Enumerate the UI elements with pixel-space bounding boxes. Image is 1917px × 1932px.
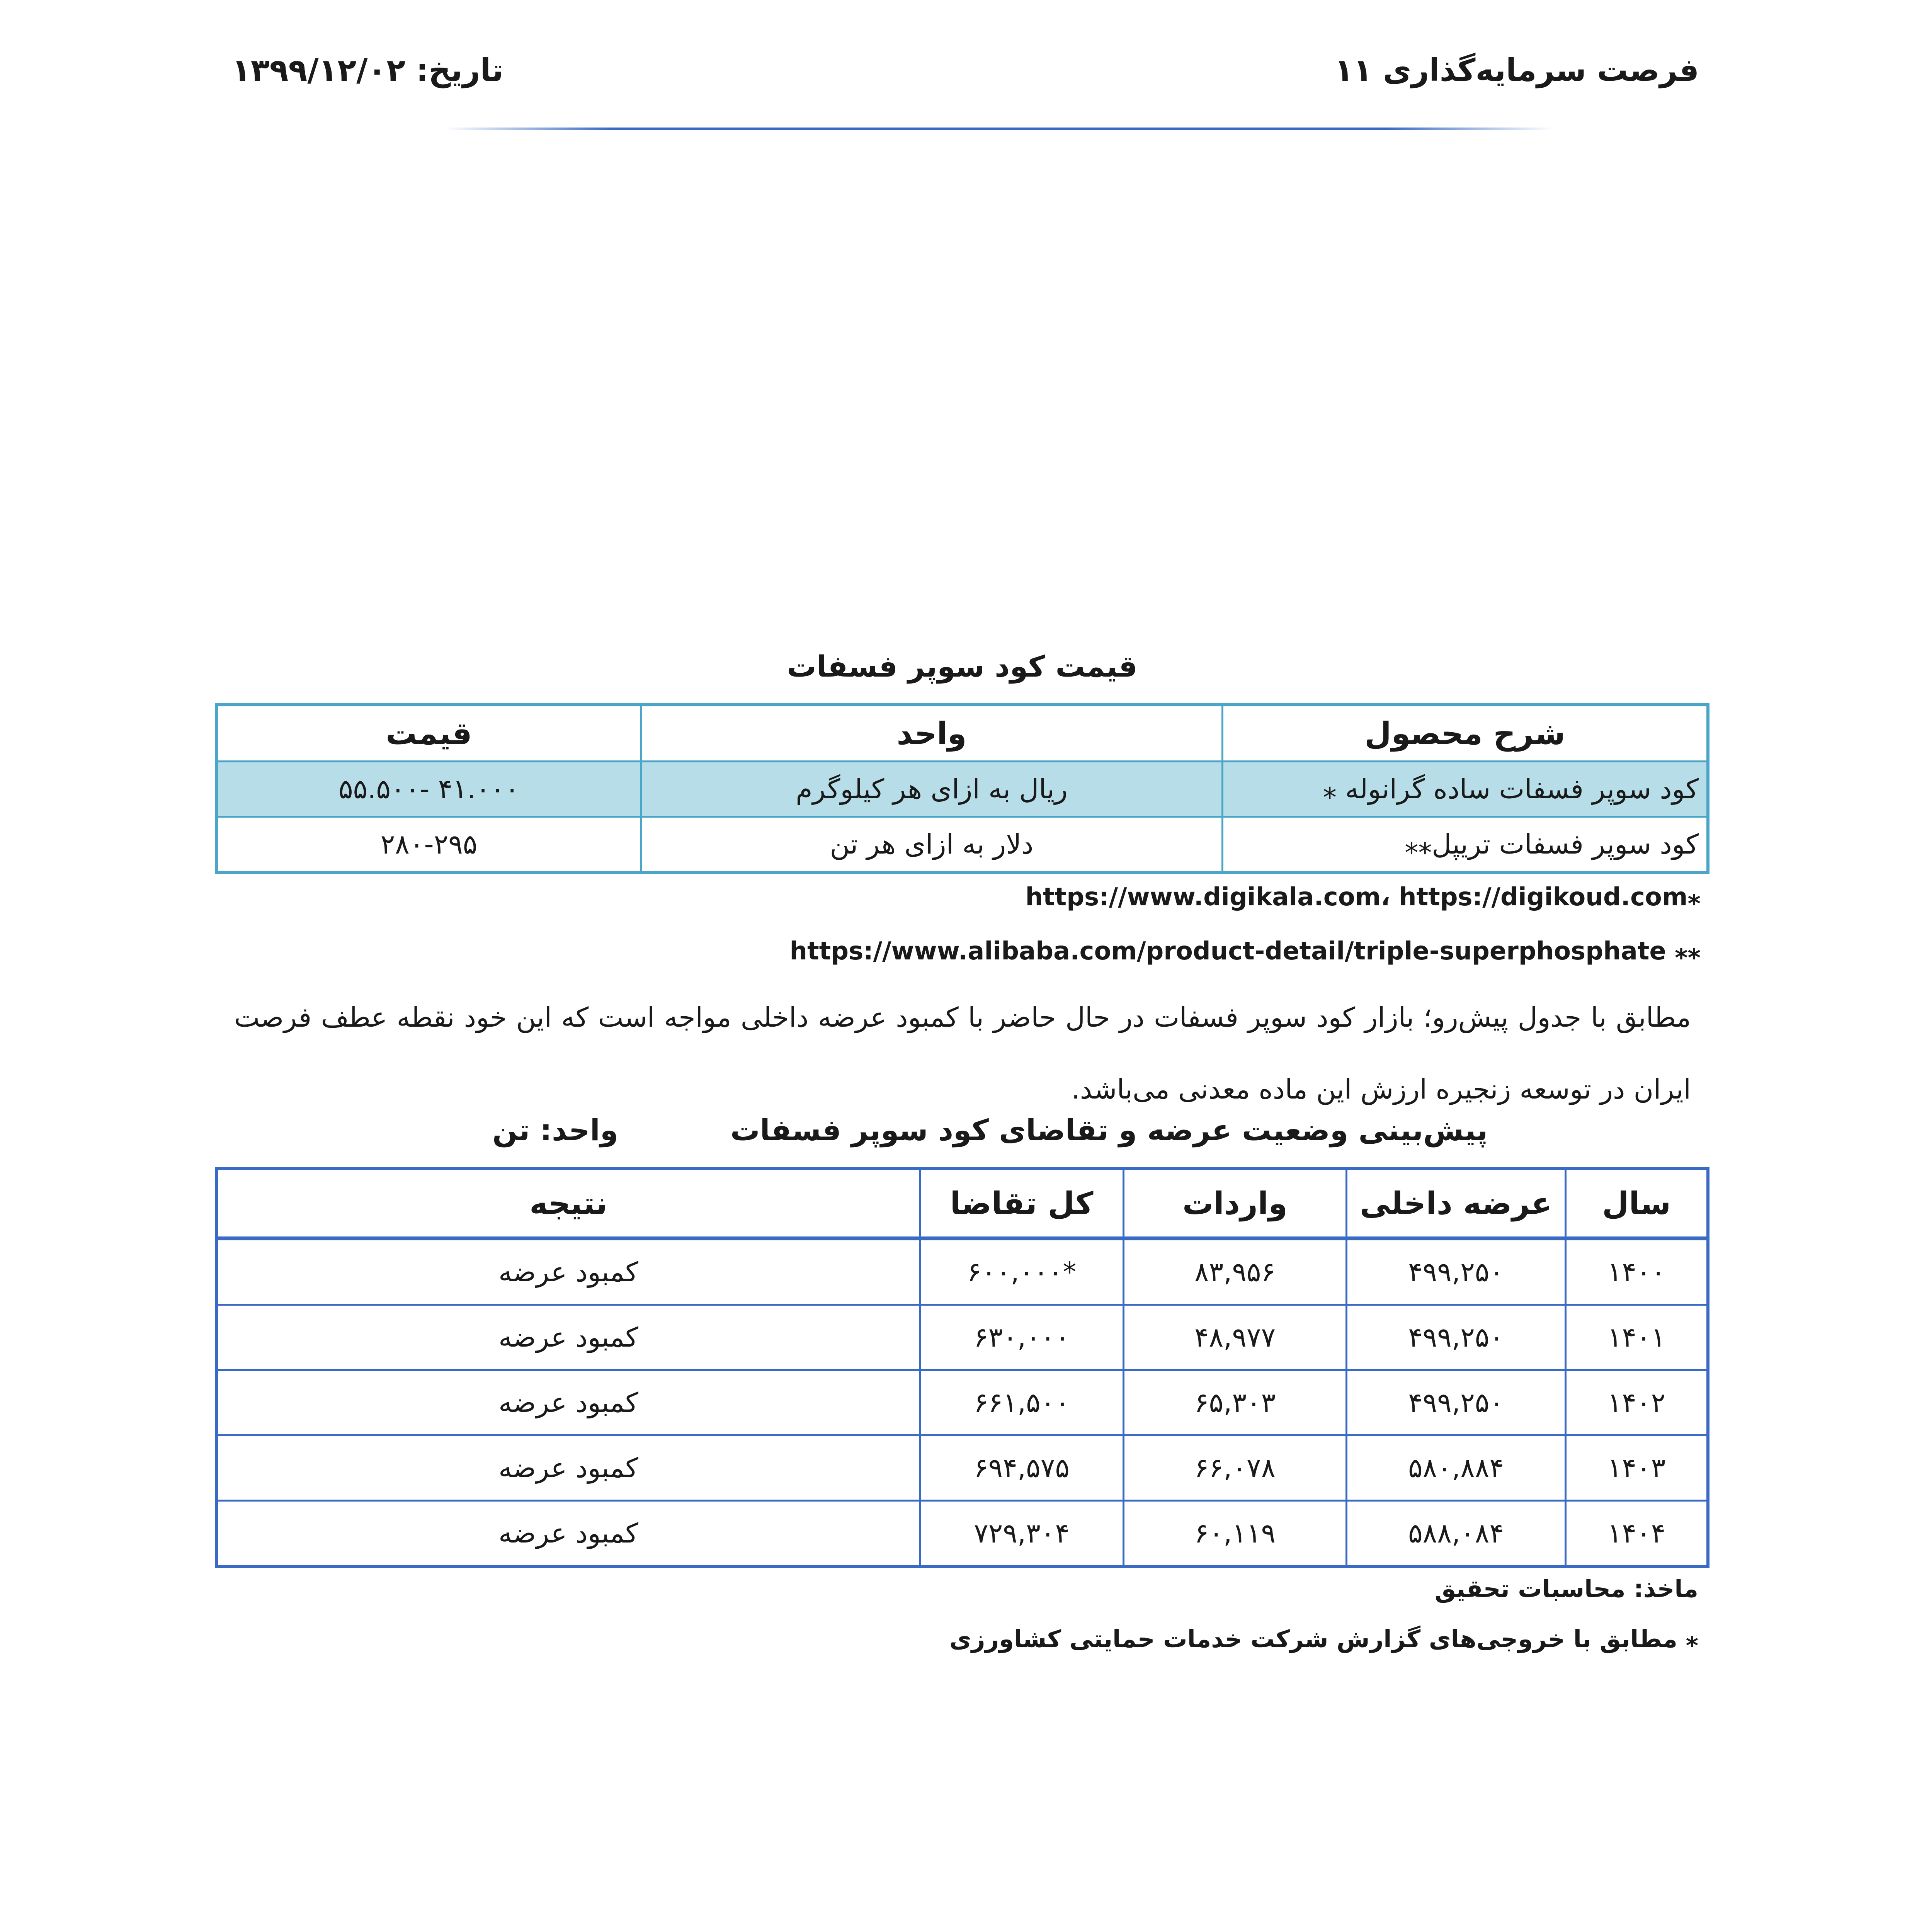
forecast-cell-year: ۱۴۰۲: [1566, 1370, 1708, 1435]
forecast-cell-result: کمبود عرضه: [216, 1501, 920, 1567]
forecast-cell-year: ۱۴۰۳: [1566, 1435, 1708, 1501]
forecast-cell-result: کمبود عرضه: [216, 1238, 920, 1305]
price-source-1: ⁎https://www.digikala.com، https://digikoud.com: [1025, 883, 1701, 912]
forecast-header-year: سال: [1566, 1168, 1708, 1238]
forecast-cell-year: ۱۴۰۱: [1566, 1305, 1708, 1370]
table-row: [216, 1238, 1708, 1305]
price-cell-description: کود سوپر فسفات ساده گرانوله ⁎: [1223, 762, 1708, 817]
forecast-cell-imports: ۶۵,۳۰۳: [1124, 1370, 1347, 1435]
forecast-cell-domestic-supply: ۵۸۰,۸۸۴: [1347, 1435, 1566, 1501]
forecast-unit-label: واحد: تن: [492, 1113, 618, 1147]
price-cell-unit: ریال به ازای هر کیلوگرم: [641, 762, 1223, 817]
forecast-header-domestic-supply: عرضه داخلی: [1347, 1168, 1566, 1238]
forecast-header-result: نتیجه: [216, 1168, 920, 1238]
middle-paragraph: مطابق با جدول پیش‌رو؛ بازار کود سوپر فسفات در حال حاضر با کمبود عرضه داخلی مواجه است که این خود نقطه عطف فرصت ایران در توسعه زنجیره ارزش این ماده معدنی می‌باشد.: [234, 1002, 1691, 1105]
forecast-cell-domestic-supply: ۴۹۹,۲۵۰: [1347, 1238, 1566, 1305]
forecast-table: [215, 1167, 1709, 1568]
forecast-cell-domestic-supply: ۴۹۹,۲۵۰: [1347, 1370, 1566, 1435]
table-row: [216, 1370, 1708, 1435]
forecast-cell-total-demand: ۶۶۱,۵۰۰: [920, 1370, 1124, 1435]
date-value: ۱۳۹۹/۱۲/۰۲: [232, 52, 406, 88]
document-date: [232, 52, 503, 88]
forecast-cell-total-demand: ۶۹۴,۵۷۵: [920, 1435, 1124, 1501]
price-header-unit: واحد: [641, 705, 1223, 762]
table-row: [216, 1501, 1708, 1567]
forecast-cell-year: ۱۴۰۰: [1566, 1238, 1708, 1305]
forecast-footnote: ⁎ مطابق با خروجی‌های گزارش شرکت خدمات حمایتی کشاورزی: [949, 1625, 1698, 1653]
forecast-cell-total-demand: ۶۳۰,۰۰۰: [920, 1305, 1124, 1370]
table-row: [216, 817, 1708, 873]
document-title: فرصت سرمایه‌گذاری ۱۱: [1334, 52, 1699, 88]
forecast-source: ماخذ: محاسبات تحقیق: [1434, 1575, 1698, 1603]
price-source-2: ⁎⁎ https://www.alibaba.com/product-detail/triple-superphosphate: [789, 937, 1701, 966]
header-rule: [444, 128, 1553, 130]
forecast-cell-year: ۱۴۰۴: [1566, 1501, 1708, 1567]
price-cell-description: کود سوپر فسفات تریپل⁎⁎: [1223, 817, 1708, 873]
forecast-table-caption: پیش‌بینی وضعیت عرضه و تقاضای کود سوپر فسفات: [730, 1113, 1488, 1147]
forecast-cell-total-demand: *۶۰۰,۰۰۰: [920, 1238, 1124, 1305]
price-cell-unit: دلار به ازای هر تن: [641, 817, 1223, 873]
forecast-header-imports: واردات: [1124, 1168, 1347, 1238]
forecast-cell-result: کمبود عرضه: [216, 1305, 920, 1370]
forecast-cell-result: کمبود عرضه: [216, 1370, 920, 1435]
forecast-cell-imports: ۴۸,۹۷۷: [1124, 1305, 1347, 1370]
price-header-description: شرح محصول: [1223, 705, 1708, 762]
price-table: [215, 703, 1709, 874]
price-header-price: قیمت: [216, 705, 641, 762]
forecast-cell-imports: ۶۶,۰۷۸: [1124, 1435, 1347, 1501]
price-cell-price: ۴۱.۰۰۰ -۵۵.۵۰۰: [216, 762, 641, 817]
forecast-cell-total-demand: ۷۲۹,۳۰۴: [920, 1501, 1124, 1567]
forecast-cell-imports: ۶۰,۱۱۹: [1124, 1501, 1347, 1567]
price-table-header: [216, 705, 1708, 762]
forecast-header-total-demand: کل تقاضا: [920, 1168, 1124, 1238]
forecast-cell-imports: ۸۳,۹۵۶: [1124, 1238, 1347, 1305]
forecast-cell-domestic-supply: ۴۹۹,۲۵۰: [1347, 1305, 1566, 1370]
table-row: [216, 762, 1708, 817]
price-table-caption: قیمت کود سوپر فسفات: [787, 649, 1138, 684]
forecast-cell-domestic-supply: ۵۸۸,۰۸۴: [1347, 1501, 1566, 1567]
price-cell-price: ۲۸۰-۲۹۵: [216, 817, 641, 873]
date-label: تاریخ:: [416, 52, 503, 88]
table-row: [216, 1305, 1708, 1370]
table-row: [216, 1435, 1708, 1501]
forecast-cell-result: کمبود عرضه: [216, 1435, 920, 1501]
forecast-table-header: [216, 1168, 1708, 1238]
